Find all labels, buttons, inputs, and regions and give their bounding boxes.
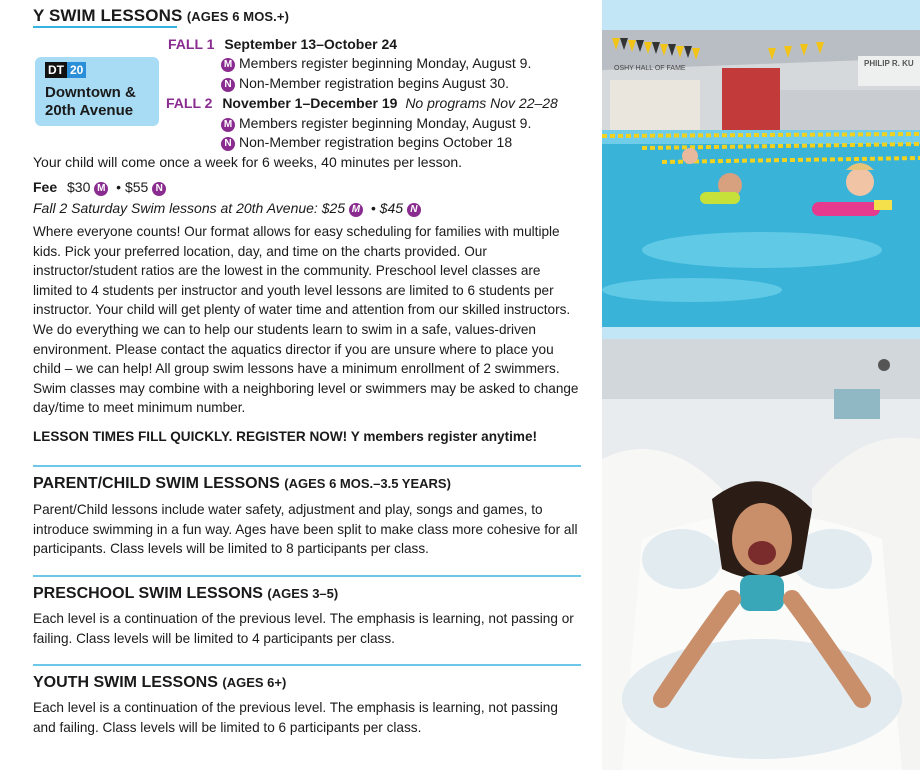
parent-title bbox=[33, 475, 451, 493]
fee-nonmember: $55 bbox=[124, 179, 149, 195]
parent-body: Parent/Child lessons include water safety, adjustment and play, songs and games, to introduce swimming in a fun way. Ages have been split to make class more cohesive for all participants. Class levels will be limited to 8 participants per class. bbox=[33, 502, 578, 557]
slide-photo bbox=[602, 339, 920, 770]
fall2-nonmembers-text: Non-Member registration begins October 18 bbox=[239, 134, 513, 150]
location-name: Downtown & 20th Avenue bbox=[45, 84, 136, 119]
youth-ages: (AGES 6+) bbox=[222, 675, 287, 690]
divider bbox=[33, 465, 581, 467]
fall2-header bbox=[166, 95, 558, 111]
member-icon: M bbox=[94, 182, 108, 196]
pool-photo bbox=[602, 30, 920, 327]
fee-line bbox=[33, 179, 170, 196]
fee-sep: • bbox=[116, 179, 122, 195]
divider bbox=[33, 664, 581, 666]
parent-ages: (AGES 6 MOS.–3.5 YEARS) bbox=[284, 476, 451, 491]
fall1-header bbox=[168, 36, 397, 52]
fall2-note: No programs Nov 22–28 bbox=[405, 95, 558, 111]
title-ages: (AGES 6 MOS.+) bbox=[186, 9, 290, 24]
divider bbox=[33, 575, 581, 577]
parent-title-text: PARENT/CHILD SWIM LESSONS bbox=[33, 475, 280, 492]
saturday-text: Fall 2 Saturday Swim lessons at 20th Avenue: bbox=[33, 200, 318, 216]
fall2-label: FALL 2 bbox=[166, 95, 213, 111]
fall2-members-text: Members register beginning Monday, August 9. bbox=[239, 115, 532, 131]
youth-body: Each level is a continuation of the previous level. The emphasis is learning, not passing and failing. Class levels will be limited to 6 participants per class. bbox=[33, 700, 558, 735]
fall1-nonmembers-text: Non-Member registration begins August 30. bbox=[239, 75, 510, 91]
preschool-title bbox=[33, 585, 338, 603]
nonmember-icon: N bbox=[221, 137, 235, 151]
youth-title-text: YOUTH SWIM LESSONS bbox=[33, 674, 218, 691]
intro-paragraph: Where everyone counts! Our format allows for easy scheduling for families with multiple kids. Pick your preferred location, day, and time on the charts provided. Our instructor/student ratios are the lowest in the community. Preschool level classes are limited to 4 students per instructor and youth level lessons are limited to 6 students per instructor. Your child will get plenty of water time and attention from our skilled instructors. We do everything we can to help our students learn to swim in a safe, values-driven environment. Please contact the aquatics director if you are unsure where to place you child – we can help! All group swim lessons have a minimum enrollment of 2 swimmers. Swim classes may combine with a neighboring level or swimmers may be asked to change day/time to meet minimum number. bbox=[33, 224, 579, 416]
saturday-nonmember: $45 bbox=[379, 200, 404, 216]
member-icon: M bbox=[221, 118, 235, 132]
fall1-members bbox=[221, 55, 531, 72]
page-title bbox=[33, 6, 289, 26]
fall2-dates: November 1–December 19 bbox=[222, 95, 398, 111]
preschool-title-text: PRESCHOOL SWIM LESSONS bbox=[33, 585, 263, 602]
fall1-nonmembers bbox=[221, 75, 509, 92]
fee-member: $30 bbox=[67, 179, 91, 195]
fee-label: Fee bbox=[33, 179, 58, 195]
pool-wall-text: OSHY HALL OF FAME bbox=[614, 65, 686, 72]
location-code bbox=[45, 63, 86, 77]
title-main: Y SWIM LESSONS bbox=[33, 6, 183, 25]
fall1-members-text: Members register beginning Monday, August 9. bbox=[239, 55, 532, 71]
member-icon: M bbox=[221, 58, 235, 72]
code-20: 20 bbox=[67, 62, 86, 78]
youth-title bbox=[33, 674, 286, 692]
schedule-line: Your child will come once a week for 6 weeks, 40 minutes per lesson. bbox=[33, 154, 463, 170]
pool-sign-text: PHILIP R. KU bbox=[864, 59, 914, 68]
code-dt: DT bbox=[45, 62, 67, 78]
preschool-ages: (AGES 3–5) bbox=[267, 586, 339, 601]
saturday-member: $25 bbox=[321, 200, 346, 216]
photo-gap bbox=[602, 327, 920, 339]
member-icon: M bbox=[349, 203, 363, 217]
saturday-line bbox=[33, 200, 425, 217]
nonmember-icon: N bbox=[152, 182, 166, 196]
preschool-body: Each level is a continuation of the previous level. The emphasis is learning, not passing or failing. Class levels will be limited to 4 participants per class. bbox=[33, 611, 574, 646]
title-underline bbox=[33, 26, 177, 28]
fall1-dates: September 13–October 24 bbox=[224, 36, 398, 52]
fall2-nonmembers bbox=[221, 134, 512, 151]
cta-line: LESSON TIMES FILL QUICKLY. REGISTER NOW! Y members register anytime! bbox=[33, 429, 538, 444]
location-badge bbox=[35, 57, 159, 126]
nonmember-icon: N bbox=[221, 78, 235, 92]
saturday-sep: • bbox=[370, 200, 376, 216]
fall1-label: FALL 1 bbox=[168, 36, 215, 52]
fall2-members bbox=[221, 115, 531, 132]
photo-top-strip bbox=[602, 0, 920, 30]
nonmember-icon: N bbox=[407, 203, 421, 217]
